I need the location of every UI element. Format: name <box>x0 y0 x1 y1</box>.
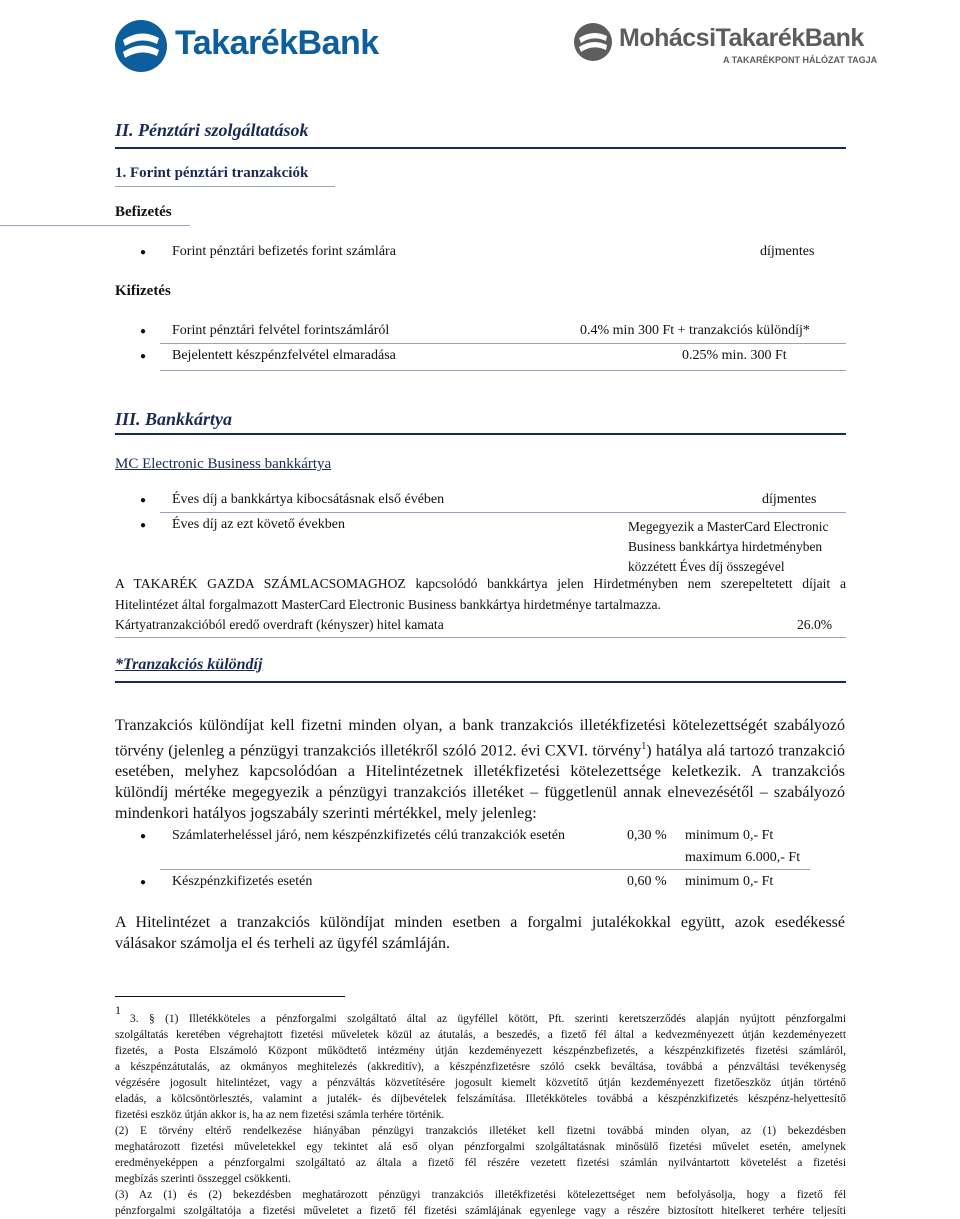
withdraw-item-value: 0.4% min 300 Ft + tranzakciós különdíj* <box>580 323 810 338</box>
rate-limit: minimum 0,- Ft <box>685 874 774 889</box>
special-fee-rule <box>115 681 846 683</box>
subtitle-rule <box>115 186 335 187</box>
para-line <box>115 736 845 761</box>
bullet: ● <box>140 495 147 506</box>
para-line-part: törvény (jelenleg a pénzügyi tranzakciós illetékről szóló 2012. évi CXVI. törvény <box>115 742 642 760</box>
bullet: ● <box>140 520 147 531</box>
footnote-line: (2) E törvény eltérő rendelkezése hiányában pénzügyi tranzakciós illetéket kell fizetni továbbá minden olyan, az (1) bekezdésben <box>115 1125 846 1137</box>
para-line: esetében, melyhez kapcsolódóan a Hitelintézetnek illetékfizetési kötelezettsége keletkezik. A tranzakciós <box>115 763 845 781</box>
para-line: A Hitelintézet a tranzakciós különdíjat minden esetben a forgalmi jutalékokkal együtt, azok esedékessé <box>115 914 845 931</box>
bullet: ● <box>140 351 147 362</box>
value-line: közzétett Éves díj összegével <box>628 559 785 574</box>
row-rule <box>160 343 846 344</box>
card-paragraph-line: Hitelintézet által forgalmazott MasterCard Electronic Business bankkártya hirdetménye tartalmazza. <box>115 597 661 612</box>
para-line: válásakor számolja el és terheli az ügyfél számláján. <box>115 935 450 952</box>
card-heading: MC Electronic Business bankkártya <box>115 456 332 472</box>
section-2-rule <box>115 147 846 149</box>
logo-left-text: TakarékBank <box>175 24 379 62</box>
logo-right-text: MohácsiTakarékBank <box>619 24 864 52</box>
special-fee-paragraph <box>115 715 845 824</box>
row-rule <box>115 637 846 638</box>
para-line: mindenkori hatályos jogszabály szerinti mértékkel, mely jelenleg: <box>115 805 537 823</box>
overdraft-label: Kártyatranzakcióból eredő overdraft (kényszer) hitel kamata <box>115 617 444 632</box>
mohacsi-swirl-icon <box>573 22 613 62</box>
para-line: Tranzakciós különdíjat kell fizetni minden olyan, a bank tranzakciós illetékfizetési kötelezettségét szabályozó <box>115 717 845 734</box>
mohacsi-takarekbank-logo <box>573 22 878 72</box>
overdraft-value: 26.0% <box>797 617 833 632</box>
footnote-line: fizetési eszköz útján akkor is, ha az nem fizetési számla terhére történik. <box>115 1109 445 1121</box>
row-rule <box>160 370 846 371</box>
card-fee-following-years-value <box>628 517 828 577</box>
footnote-separator <box>115 996 345 997</box>
footnote-line: szolgáltatás keretében végrehajtott fizetési műveletek közül az átutalás, a beszedés, a fizető fél által a kedvezményezett útján kezdeményezett <box>115 1029 846 1041</box>
rate-limit: maximum 6.000,- Ft <box>685 850 801 865</box>
para-line-part: ) hatálya alá tartozó tranzakció <box>646 742 846 760</box>
bullet: ● <box>140 877 147 888</box>
deposit-heading: Befizetés <box>115 204 172 220</box>
card-fee-first-year-label: Éves díj a bankkártya kibocsátásnak első évében <box>172 492 445 507</box>
para-line: különdíj mértéke megegyezik a pénzügyi tranzakciós illetéket – függetlenül annak elnevezésétől – szabályozó <box>115 784 845 802</box>
special-fee-title: *Tranzakciós különdíj <box>115 656 263 673</box>
value-line: Megegyezik a MasterCard Electronic <box>628 519 829 534</box>
footnote-line: pénzforgalmi szolgáltatója a fizetési műveletet a fizető fél fizetési számlájának egyenlege vagy a részére biztosított hitelkeret terhére teljesíti <box>115 1205 846 1217</box>
card-fee-following-years-label: Éves díj az ezt követő években <box>172 517 345 532</box>
section-3-rule <box>115 433 846 435</box>
card-fee-first-year-value: díjmentes <box>762 492 817 507</box>
rate-label: Készpénzkifizetés esetén <box>172 874 313 889</box>
section-3-title: III. Bankkártya <box>115 409 233 429</box>
withdraw-item-label: Bejelentett készpénzfelvétel elmaradása <box>172 348 396 363</box>
row-rule <box>160 512 846 513</box>
card-paragraph-line: A TAKARÉK GAZDA SZÁMLACSOMAGHOZ kapcsolódó bankkártya jelen Hirdetményben nem szerepeltetett díjait a <box>115 576 846 591</box>
takarekbank-swirl-icon <box>113 18 169 74</box>
footnote-line: végzésére jogosult hitelintézet, vagy a pénzváltás közvetítésére jogosult kiemelt közvetítő útján kezdeményezett fizetőeszköz útján történő <box>115 1077 846 1089</box>
deposit-heading-rule <box>0 225 190 226</box>
rate-limit: minimum 0,- Ft <box>685 828 774 843</box>
deposit-item-label: Forint pénztári befizetés forint számlára <box>172 244 396 259</box>
bullet: ● <box>140 247 147 258</box>
footnote-line: eladás, a kölcsöntörlesztés, valamint a jutalék- és díjbevételek felszámítása. Illetékköteles továbbá a készpénzkifizetés készpénz-helyettesítő <box>115 1093 846 1105</box>
takarekbank-logo <box>113 18 398 74</box>
deposit-item-value: díjmentes <box>760 244 815 259</box>
footnote-line: meghatározott fizetési műveletekkel egy tekintet alá eső olyan pénzforgalmi szolgáltatásnak minősülő fizetési művelet esetén, amelynek <box>115 1141 846 1153</box>
footnote-line: megbízás szerinti összeggel csökkenti. <box>115 1173 291 1185</box>
footnote-line: a készpénzátutalás, az okmányos meghitelezés (akkreditív), a készpénzfizetésre szóló csekk beváltása, továbbá a pénzváltási tevékenység <box>115 1061 846 1073</box>
footnote-line: fizetés, a Posta Elszámoló Központ működtető intézmény útján kezdeményezett készpénzbefizetés, a készpénzkifizetés fizetési számláról, <box>115 1045 846 1057</box>
rate-label: Számlaterheléssel járó, nem készpénzkifizetés célú tranzakciók esetén <box>172 828 565 843</box>
special-fee-closing-paragraph <box>115 912 845 954</box>
rate-value: 0,60 % <box>627 874 667 889</box>
footnote-line: (3) Az (1) és (2) bekezdésben meghatározott pénzügyi tranzakciós illetékfizetési kötelezettséget nem befolyásolja, hogy a fizető fél <box>115 1189 846 1201</box>
footnote-mark: 1 <box>115 1003 121 1017</box>
footnote-text <box>115 1011 846 1219</box>
withdraw-item-value: 0.25% min. 300 Ft <box>682 348 787 363</box>
footnote-line: eredményeképpen a pénzforgalmi szolgáltató az általa a fizető fél részére vezetett fizetési számlán nyilvántartott követelést a fizetési <box>115 1157 846 1169</box>
footnote-line: 3. § (1) Illetékköteles a pénzforgalmi szolgáltató által az ügyféllel kötött, Pft. szerinti keretszerződés alapján nyújtott pénzforgalmi <box>130 1013 846 1025</box>
row-rule <box>160 869 810 870</box>
logo-right-tagline: A TAKARÉKPONT HÁLÓZAT TAGJA <box>723 55 878 65</box>
bullet: ● <box>140 831 147 842</box>
section-2-subtitle: 1. Forint pénztári tranzakciók <box>115 165 309 181</box>
value-line: Business bankkártya hirdetményben <box>628 539 823 554</box>
section-2-title: II. Pénztári szolgáltatások <box>115 120 309 140</box>
withdraw-item-label: Forint pénztári felvétel forintszámláról <box>172 323 390 338</box>
withdraw-heading: Kifizetés <box>115 283 171 299</box>
bullet: ● <box>140 326 147 337</box>
footnote-ref[interactable]: 1 <box>641 741 647 752</box>
rate-value: 0,30 % <box>627 828 667 843</box>
